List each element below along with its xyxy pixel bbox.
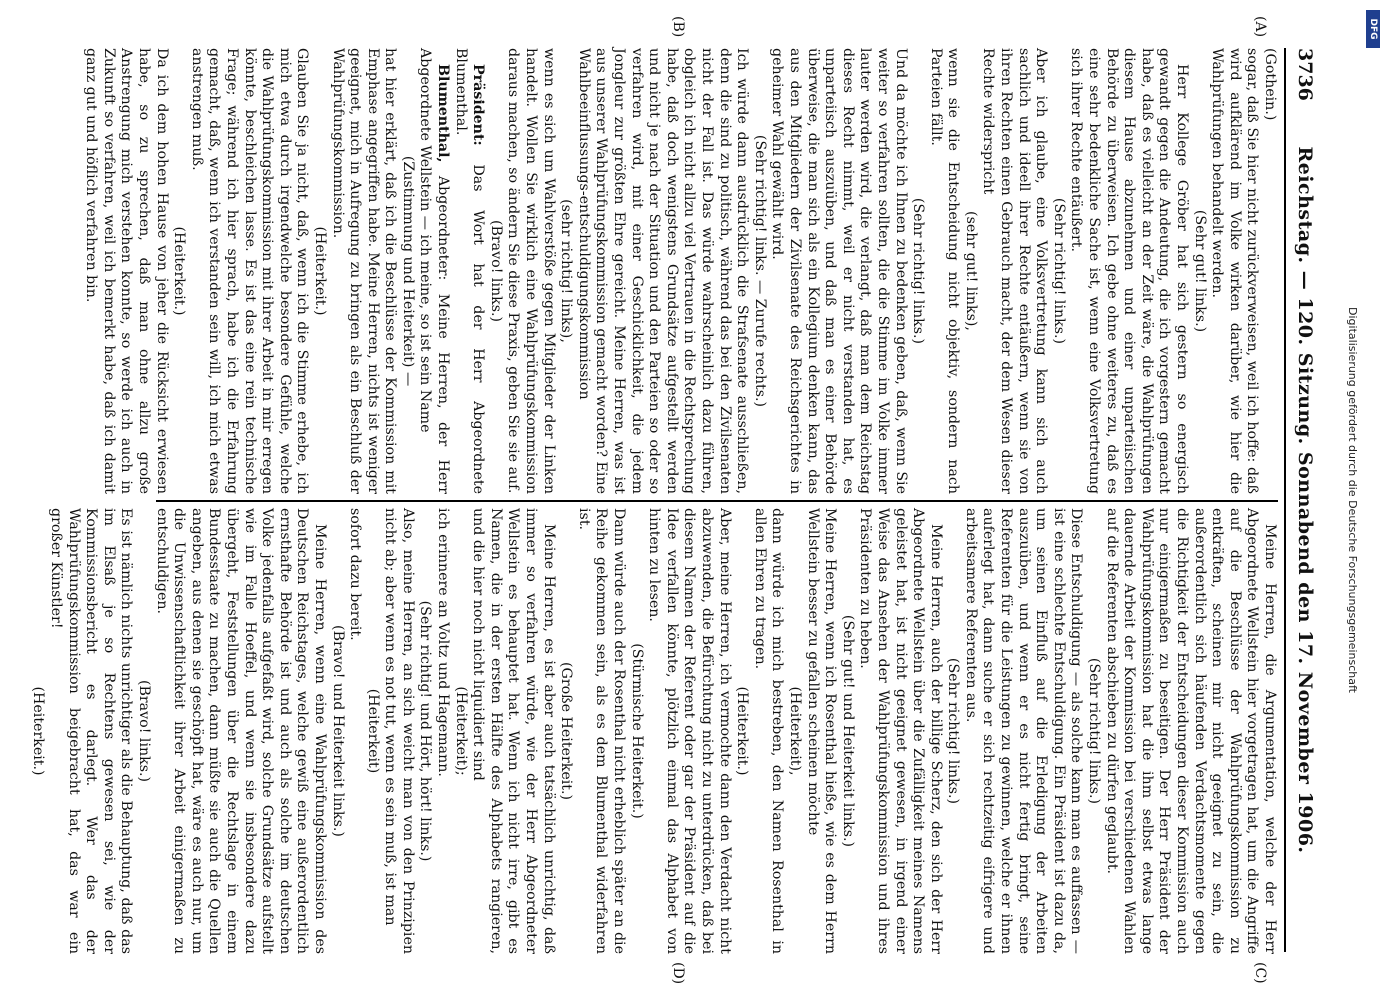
paragraph: sofort dazu bereit. xyxy=(347,508,364,641)
paragraph: Meine Herren, es ist aber auch tatsächlich unrichtig, daß immer so verfahren würde, wie der Herr Abgeordneter Wellstein es behauptet hat. Wenn ich nicht irre, gibt es Namen, die in der ersten Hälfte des Alphabets rangieren, und die hier noch nicht liquidiert sind xyxy=(470,508,557,954)
paragraph: Aber, meine Herren, ich vermochte dann den Verdacht nicht abzuwenden, die Befürchtung nicht zu unterdrücken, daß bei diesem Namen der Referent oder gar der Präsident auf die Idee verfallen könnte, plötzlich einmal das Alphabet von hinten zu lesen. xyxy=(646,508,733,954)
paragraph: ich erinnere an Voltz und Hagemann. xyxy=(435,508,452,777)
interjection: (Zustimmung und Heiterkeit) — xyxy=(399,155,416,387)
interjection: (sehr richtig! links), xyxy=(558,199,575,343)
right-text-column xyxy=(16,508,1278,954)
page-title: Reichstag. — 120. Sitzung. Sonnabend den 17. November 1906. xyxy=(1294,146,1316,854)
paragraph: Aber ich glaube, eine Volksvertretung kann sich auch sachlich und ideell ihrer Rechte entäußern, wenn sie von ihren Rechten einen Gebrauch macht, der dem Wesen dieser Rechte widerspricht xyxy=(980,48,1050,494)
paragraph: hat hier erklärt, daß ich die Beschlüsse der Kommission mit Emphase angegriffen habe. Meine Herren, nichts ist weniger geeignet, mich in Aufregung zu bringen als ein Beschluß der Wahlprüfungskommission. xyxy=(329,48,399,494)
dfg-logo-text: DFG xyxy=(1368,18,1378,40)
paragraph: Da ich dem hohen Hause von jeher die Rücksicht erwiesen habe, so zu sprechen, daß man ohne allzu große Anstrengung mich verstehen konnte, so werde ich auch in Zukunft so verfahren, weil ich bemerkt habe, daß ich damit ganz gut und höflich verfahren bin. xyxy=(83,48,170,494)
interjection: (Große Heiterkeit.) xyxy=(558,661,575,801)
interjection: (Heiterkeit); xyxy=(452,686,469,776)
paragraph: Meine Herren, wenn eine Wahlprüfungskommission des Deutschen Reichstages, welche gewiß eine außerordentlich ernsthafte Behörde ist und auch als solche im deutschen Volke jedenfalls aufgefaßt wird, solche Grundsätze aufstellt wie im Falle Hoeffel, und wenn sie insbesondere dazu übergeht, Feststellungen über die Rechtslage in einem Bundesstaate zu machen, dann müßte sie auch die Quellen angeben, aus denen sie geschöpft hat, wäre es auch nur, um die Unwissenschaftlichkeit ihrer Arbeit einigermaßen zu entschuldigen. xyxy=(153,508,328,954)
paragraph: Herr Kollege Gröber hat sich gestern so energisch gewandt gegen die Andeutung, die ich vorgestern gemacht habe, daß es vielleicht an der Zeit wäre, die Wahlprüfungen diesem Hause abzunehmen und einer unparteiischen Behörde zu überweisen. Ich gebe ohne weiteres zu, daß es eine sehr bedenkliche Sache ist, wenn eine Volksvertretung sich ihrer Rechte entäußert. xyxy=(1068,48,1191,494)
interjection: (Stürmische Heiterkeit.) xyxy=(628,643,645,819)
interjection: (Heiterkeit.) xyxy=(734,686,751,776)
paragraph: Meine Herren, wenn ich Rosenthal hieße, wie es dem Herrn Wellstein besser zu gefallen scheinen möchte xyxy=(804,508,839,954)
paragraph: wenn sie die Entscheidung nicht objektiv, sondern nach Parteien fällt. xyxy=(927,48,962,494)
paragraph: Meine Herren, die Argumentation, welche der Herr Abgeordnete Wellstein hier vorgetragen hat, um die Angriffe auf die Beschlüsse der Wahlprüfungskommission zu entkräften, scheinen mir nicht geeignet zu sein, die außerordentlich sich häufenden Verdachtsmomente gegen die Richtigkeit der Entscheidungen dieser Kommission auch nur einigermaßen zu beseitigen. Der Herr Präsident der Wahlprüfungskommission hat die ihm selbst etwas lange dauernde Arbeit der Kommission bei verschiedenen Wahlen auf die Referenten abschieben zu dürfen geglaubt. xyxy=(1103,508,1278,954)
margin-marker-a: (A) xyxy=(1252,16,1268,38)
interjection: (Sehr richtig! links.) xyxy=(1050,197,1067,345)
page-number: 3736 xyxy=(1294,48,1316,101)
paragraph: Dann würde auch der Rosenthal nicht erheblich später an die Reihe gekommen sein, als es dem Blumenthal widerfahren ist. xyxy=(575,508,628,954)
paragraph: Glauben Sie ja nicht, daß, wenn ich die Stimme erhebe, ich mich etwa durch irgendwelche besondere Gefühle, welche die Wahlprüfungskommission mit ihrer Arbeit in mir erregen könnte, beschleichen lasse. Es ist das eine rein technische Frage; während ich hier sprach, habe ich die Erfahrung gemacht, daß, wenn ich verstanden sein will, ich mich etwas anstrengen muß. xyxy=(188,48,311,494)
interjection: (Heiterkeit.) xyxy=(171,226,188,316)
paragraph: sogar, daß Sie hier nicht zurückverweisen, weil ich hoffe: daß wird aufklärend im Volke wirken darüber, wie hier die Wahlprüfungen behandelt werden. xyxy=(1209,48,1261,494)
digitization-note-text: Digitalisierung gefördert durch die Deutsche Forschungsgemeinschaft xyxy=(1346,307,1359,693)
interjection: (sehr gut! links), xyxy=(962,211,979,331)
paragraph: dann würde ich mich bestreben, den Namen Rosenthal in allen Ehren zu tragen. xyxy=(751,508,786,954)
interjection: (Heiterkeit.) xyxy=(30,686,47,776)
interjection: (Sehr richtig! und Hört, hört! links.) xyxy=(417,600,434,862)
paragraph: Meine Herren, auch der billige Scherz, den sich der Herr Abgeordnete Wellstein über die Zufälligkeit meines Namens geleistet hat, ist nicht geeignet gewesen, in irgend einer Weise das Ansehen der Wahlprüfungskommission und ihres Präsidenten zu heben. xyxy=(857,508,944,954)
interjection: (Heiterkeit), xyxy=(786,686,803,776)
paragraph: Diese Entschuldigung — als solche kann man es auffassen — ist eine schlechte Entschuldigung. Ein Präsident ist dazu da, um seinen Einfluß auf die Erledigung der Arbeiten auszuüben, und wenn er es nicht fertig bringt, seine Referenten für die Leistungen zu gewinnen, welche er ihnen auferlegt hat, dann suche er sich rechtzeitig eifrigere und arbeitsamere Referenten aus. xyxy=(962,508,1085,954)
interjection: (Sehr richtig! links. — Zurufe rechts.) xyxy=(751,134,768,408)
paragraph: (Gothein.) xyxy=(1262,48,1278,121)
paragraph: Und da möchte ich Ihnen zu bedenken geben, daß, wenn Sie weiter so verfahren sollten, die die Stimme im Volke immer lauter werden wird, die verlangt, daß man dem Reichstag dieses Recht nimmt, weil er nicht verstanden hat, es unparteiisch auszuüben, und daß man es einer Behörde überweise, die man sich als ein Kollegium denken kann, das aus den Mitgliedern der Zivilsenate des Reichsgerichtes in geheimer Wahl gewählt wird. xyxy=(769,48,909,494)
scanned-page xyxy=(6,8,1326,992)
column-divider xyxy=(156,500,1278,502)
interjection: (Sehr richtig! links.) xyxy=(910,197,927,345)
paragraph: Also, meine Herren, an sich weicht man von den Prinzipien nicht ab; aber wenn es not tut, wenn es sein muß, ist man xyxy=(382,508,416,954)
paragraph: wenn es sich um Wahlverstöße gegen Mitglieder der Linken handelt. Wollen Sie wirklich eine Wahlprüfungskommission daraus machen, so ändern Sie diese Praxis, geben Sie sie auf. xyxy=(505,48,557,494)
page-header xyxy=(1284,48,1320,952)
paragraph: Blumenthal, Abgeordneter: Meine Herren, der Herr Abgeordnete Wellstein — ich meine, so ist sein Name xyxy=(417,48,452,494)
paragraph: Es ist nämlich nichts unrichtiger als die Behauptung, daß das im Elsaß je so Rechtens gewesen sei, wie der Kommissionsbericht es darlegt. Wer das der Wahlprüfungskommission beigebracht hat, das war ein großer Künstler! xyxy=(48,508,135,954)
digitization-note xyxy=(1342,8,1362,992)
interjection: (Sehr richtig! links.) xyxy=(1086,657,1103,805)
dfg-logo xyxy=(1366,10,1380,48)
interjection: (Heiterkeit) xyxy=(364,688,381,774)
interjection: (Heiterkeit.) xyxy=(311,226,328,316)
paragraph: Präsident: Das Wort hat der Herr Abgeordnete Blumenthal. xyxy=(452,48,487,494)
margin-marker-d: (D) xyxy=(670,962,686,985)
interjection: (Bravo! links.) xyxy=(487,219,504,323)
left-text-column xyxy=(16,48,1278,494)
paragraph: Ich würde dann ausdrücklich die Strafsenate ausschließen, denn die sind zu politisch, während das bei den Zivilsenaten nicht der Fall ist. Das würde wahrscheinlich dazu führen, obgleich ich nicht allzu viel Vertrauen in die Rechtsprechung habe, daß doch wenigstens Grundsätze aufgestellt werden und nicht je nach der Situation und den Parteien so oder so verfahren wird, mit einer Geschicklichkeit, die jedem Jongleur zur größten Ehre gereicht. Meine Herren, was ist aus unserer Wahlprüfungskommission gemacht worden? Eine Wahlbeeinflussungs-entschuldigungskommission xyxy=(575,48,751,494)
interjection: (Bravo! links.) xyxy=(136,679,152,783)
interjection: (Bravo! und Heiterkeit links.) xyxy=(329,625,346,837)
interjection: (Sehr gut! und Heiterkeit links.) xyxy=(839,614,856,848)
margin-marker-c: (C) xyxy=(1252,962,1268,984)
interjection: (Sehr gut! links.) xyxy=(1191,209,1208,333)
page-content-rotated xyxy=(6,8,1326,992)
interjection: (Sehr richtig! links.) xyxy=(945,657,962,805)
margin-marker-b: (B) xyxy=(670,16,686,38)
